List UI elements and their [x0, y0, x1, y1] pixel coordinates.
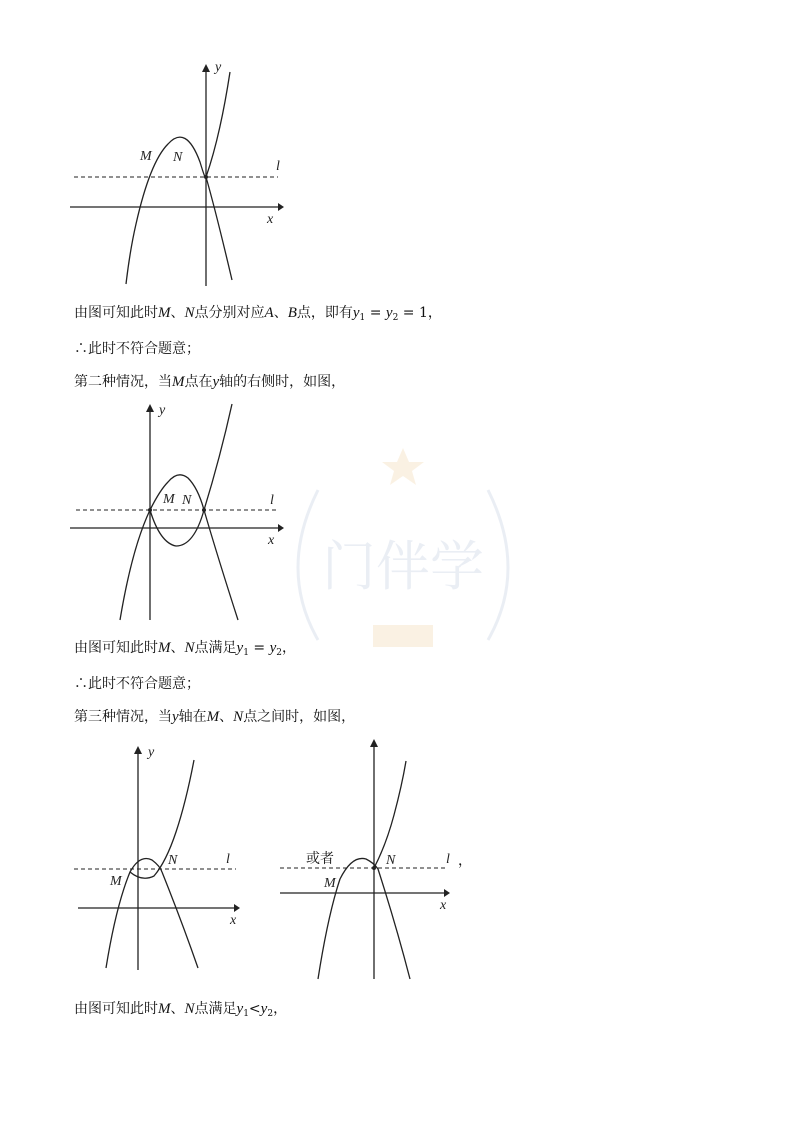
curve-right-ascent	[206, 72, 230, 177]
subscript: 2	[276, 648, 282, 658]
text-segment: 、	[219, 709, 234, 725]
var-a: A	[264, 305, 274, 321]
var-m: M	[172, 374, 185, 390]
point-m-label: M	[163, 492, 175, 507]
curve-right-descent	[162, 872, 198, 968]
text-line-1	[74, 303, 442, 328]
var-m: M	[158, 640, 171, 656]
text-segment: 、	[170, 640, 185, 656]
figure-3a-graph	[70, 742, 260, 974]
figure-3b-graph	[276, 735, 466, 983]
x-axis-label: x	[230, 913, 237, 928]
text-segment: 由图可知此时	[74, 1001, 158, 1017]
text-segment: 第三种情况，当	[74, 709, 172, 725]
y-axis-label: y	[159, 403, 166, 418]
var-y: y	[385, 305, 393, 321]
curve-left-parabola	[126, 137, 206, 284]
watermark-text: 门伴学	[322, 535, 484, 598]
var-n: N	[184, 1001, 195, 1017]
subscript: 1	[359, 313, 366, 323]
curve-left-descent	[206, 177, 232, 280]
text-segment: 点满足	[194, 640, 237, 656]
y-axis-arrow	[370, 739, 378, 747]
var-n: N	[233, 709, 244, 725]
text-segment: 点，即有	[296, 305, 353, 321]
text-line-3	[74, 372, 345, 392]
intersection-point	[202, 508, 206, 512]
text-segment: 轴的右侧时，如图，	[219, 374, 346, 390]
y-axis-arrow	[202, 64, 210, 72]
subscript: 1	[243, 1009, 249, 1019]
text-line-5: ∴此时不符合题意；	[74, 676, 200, 692]
text-line-6	[74, 707, 355, 727]
var-m: M	[158, 1001, 171, 1017]
point-n-label: N	[386, 853, 396, 868]
equals: =	[365, 305, 386, 321]
var-y: y	[172, 709, 179, 725]
curve-left-ascent	[120, 510, 150, 620]
text-segment: 点分别对应	[194, 305, 265, 321]
y-axis-arrow	[146, 404, 154, 412]
equals-one: = 1，	[398, 305, 442, 321]
var-m: M	[206, 709, 220, 725]
var-y: y	[352, 305, 360, 321]
text-segment: 点之间时，如图，	[243, 709, 356, 725]
point-n-label: N	[173, 150, 183, 165]
var-b: B	[287, 305, 297, 321]
line-l-label: l	[226, 852, 230, 867]
x-axis-label: x	[268, 533, 275, 548]
var-y: y	[269, 640, 277, 656]
figure-2-graph	[70, 398, 290, 626]
point-n-label: N	[182, 493, 192, 508]
text-segment: 轴在	[178, 709, 207, 725]
y-axis-arrow	[134, 746, 142, 754]
point-m-label: M	[110, 874, 122, 889]
text-segment: ，	[273, 1001, 288, 1017]
intersection-point	[372, 866, 376, 870]
x-axis-arrow	[278, 203, 284, 211]
text-segment: 由图可知此时	[74, 305, 158, 321]
figure-1-graph	[70, 62, 290, 290]
text-segment: 点在	[184, 374, 213, 390]
text-line-2: ∴此时不符合题意；	[74, 341, 200, 357]
curve-hump	[150, 475, 204, 510]
subscript: 2	[267, 1009, 274, 1019]
subscript: 1	[243, 648, 249, 658]
equals: =	[248, 640, 270, 656]
var-y: y	[212, 374, 220, 390]
x-axis-arrow	[444, 889, 450, 897]
x-axis-arrow	[278, 524, 284, 532]
y-axis-label: y	[148, 745, 155, 760]
line-l-label: l	[446, 852, 450, 867]
curve-right-ascent	[374, 761, 406, 868]
text-segment: 由图可知此时	[74, 640, 158, 656]
intersection-point	[148, 508, 152, 512]
var-n: N	[184, 305, 195, 321]
text-segment: 、	[170, 305, 185, 321]
trailing-comma: ，	[458, 853, 472, 869]
text-segment: ，	[281, 640, 296, 656]
var-y: y	[260, 1001, 268, 1017]
var-y: y	[236, 1001, 244, 1017]
curve-right-descent	[204, 510, 238, 620]
y-axis-label: y	[215, 60, 222, 75]
text-line-7	[74, 999, 287, 1024]
point-n-label: N	[168, 853, 178, 868]
curve-right-ascent	[204, 404, 232, 510]
text-segment: 第二种情况，当	[74, 374, 172, 390]
subscript: 2	[392, 313, 399, 323]
point-m-label: M	[140, 149, 152, 164]
or-word: 或者	[306, 851, 334, 867]
var-n: N	[184, 640, 195, 656]
less-than: <	[248, 1001, 261, 1017]
x-axis-label: x	[440, 898, 447, 913]
curve-right-descent	[378, 869, 410, 979]
intersection-point	[204, 175, 208, 179]
var-m: M	[158, 305, 171, 321]
point-m-label: M	[324, 876, 336, 891]
text-line-4	[74, 638, 296, 663]
var-y: y	[236, 640, 244, 656]
line-l-label: l	[276, 159, 280, 174]
line-l-label: l	[270, 493, 274, 508]
text-segment: 、	[170, 1001, 185, 1017]
x-axis-arrow	[234, 904, 240, 912]
watermark-logo	[278, 440, 528, 690]
x-axis-label: x	[267, 212, 274, 227]
text-segment: 点满足	[194, 1001, 237, 1017]
text-segment: 、	[273, 305, 288, 321]
